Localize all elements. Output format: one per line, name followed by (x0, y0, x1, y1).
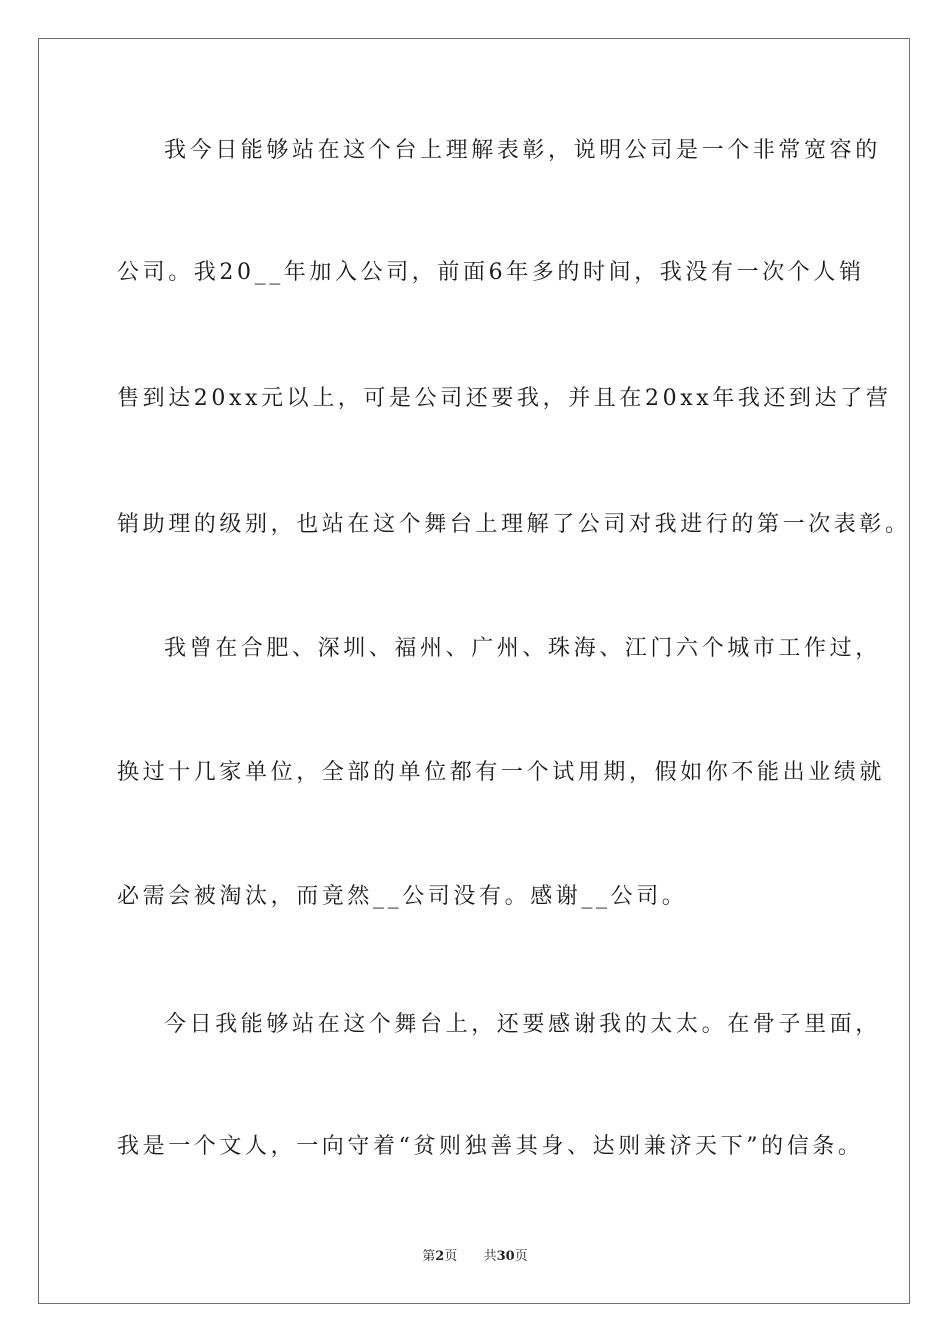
page-suffix: 页 (444, 1249, 458, 1264)
total-suffix: 页 (514, 1249, 528, 1264)
paragraph-1-line-2: 公司。我20__年加入公司，前面6年多的时间，我没有一次个人销 (117, 260, 865, 285)
paragraph-3-line-2: 我是一个文人，一向守着“贫则独善其身、达则兼济天下”的信条。 (117, 1134, 864, 1159)
paragraph-2-line-2: 换过十几家单位，全部的单位都有一个试用期，假如你不能出业绩就 (117, 760, 886, 785)
total-prefix: 共 (483, 1249, 497, 1264)
paragraph-3-line-1: 今日我能够站在这个舞台上，还要感谢我的太太。在骨子里面， (164, 1012, 881, 1037)
paragraph-2-line-3: 必需会被淘汰，而竟然__公司没有。感谢__公司。 (117, 884, 688, 909)
paragraph-1-line-4: 销助理的级别，也站在这个舞台上理解了公司对我进行的第一次表彰。 (117, 512, 911, 537)
paragraph-1-line-1: 我今日能够站在这个台上理解表彰，说明公司是一个非常宽容的 (164, 138, 881, 163)
page-footer (0, 1248, 950, 1266)
page-prefix: 第 (422, 1249, 436, 1264)
paragraph-1-line-3: 售到达20xx元以上，可是公司还要我，并且在20xx年我还到达了营 (117, 386, 892, 411)
current-page-number: 2 (435, 1249, 445, 1264)
paragraph-2-line-1: 我曾在合肥、深圳、福州、广州、珠海、江门六个城市工作过， (164, 636, 881, 661)
total-page-count: 30 (496, 1249, 515, 1264)
page-border (38, 38, 910, 1304)
